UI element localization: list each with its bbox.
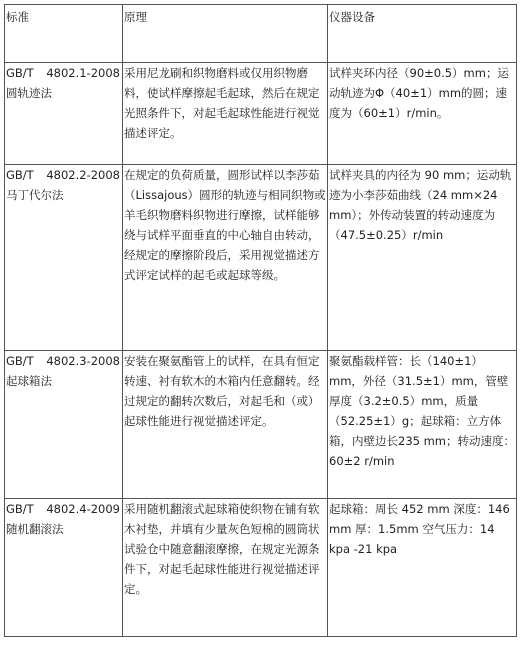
- standard-code: GB/T 4802.3-2008: [6, 354, 120, 368]
- standard-cell: [5, 165, 123, 351]
- method-name: 起球箱法: [6, 374, 52, 388]
- table-row: [5, 165, 517, 351]
- standard-cell: [5, 499, 123, 637]
- equipment-cell: 试样夹具的内径为 90 mm；运动轨迹为小李莎茹曲线（24 mm×24 mm）；外传动装置的转动速度为（47.5±0.25）r/min: [328, 165, 517, 351]
- standard-cell: [5, 63, 123, 165]
- equipment-cell: 起球箱：周长 452 mm 深度：146 mm 厚：1.5mm 空气压力：14 kpa -21 kpa: [328, 499, 517, 637]
- table-row: [5, 351, 517, 499]
- standard-cell: [5, 351, 123, 499]
- standard-code: GB/T 4802.2-2008: [6, 168, 120, 182]
- principle-cell: 在规定的负荷质量，圆形试样以李莎茹（Lissajous）圆形的轨迹与相同织物或羊毛织物磨料织物进行摩擦，试样能够绕与试样平面垂直的中心轴自由转动，经规定的摩擦阶段后，采用视觉描述方式评定试样的起毛或起球等级。: [123, 165, 328, 351]
- table-row: [5, 63, 517, 165]
- table-row: [5, 499, 517, 637]
- table-header-row: [5, 5, 517, 63]
- standards-table: [4, 4, 517, 637]
- method-name: 圆轨迹法: [6, 86, 52, 100]
- method-name: 随机翻滚法: [6, 522, 64, 536]
- header-principle: 原理: [123, 5, 328, 63]
- principle-cell: 安装在聚氨酯管上的试样，在具有恒定转速、衬有软木的木箱内任意翻转。经过规定的翻转次数后，对起毛和（或）起球性能进行视觉描述评定。: [123, 351, 328, 499]
- principle-cell: 采用随机翻滚式起球箱使织物在铺有软木衬垫，并填有少量灰色短棉的圆筒状试验仓中随意翻滚摩擦，在规定光源条件下，对起毛起球性能进行视觉描述评定。: [123, 499, 328, 637]
- equipment-cell: 试样夹环内径（90±0.5）mm；运动轨迹为Φ（40±1）mm的圆；速度为（60±1）r/min。: [328, 63, 517, 165]
- header-standard: 标准: [5, 5, 123, 63]
- principle-cell: 采用尼龙刷和织物磨料或仅用织物磨料，使试样摩擦起毛起球，然后在规定光照条件下，对起毛起球性能进行视觉描述评定。: [123, 63, 328, 165]
- header-equipment: 仪器设备: [328, 5, 517, 63]
- standard-code: GB/T 4802.4-2009: [6, 502, 120, 516]
- equipment-cell: 聚氨酯载样管：长（140±1）mm，外径（31.5±1）mm，管壁厚度（3.2±0.5）mm，质量（52.25±1）g；起球箱：立方体箱，内壁边长235 mm；转动速度：60±2 r/min: [328, 351, 517, 499]
- standard-code: GB/T 4802.1-2008: [6, 66, 120, 80]
- method-name: 马丁代尔法: [6, 188, 64, 202]
